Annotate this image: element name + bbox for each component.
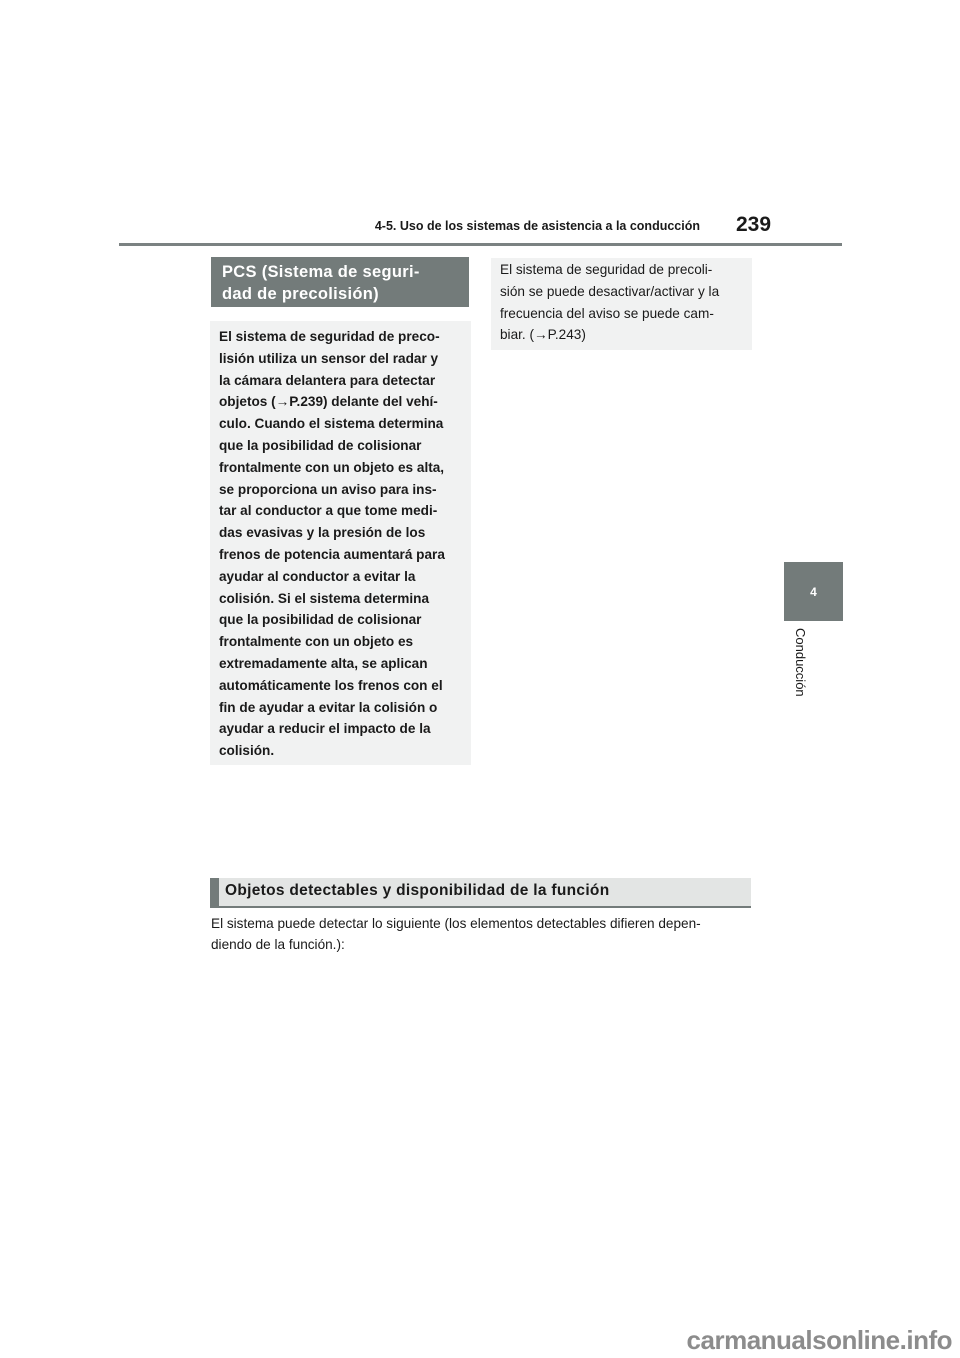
note-line: El sistema de seguridad de precoli- bbox=[500, 262, 713, 277]
running-header-section: 4-5. Uso de los sistemas de asistencia a la conducción bbox=[374, 219, 700, 233]
pcs-body-line: fin de ayudar a evitar la colisión o bbox=[219, 699, 438, 715]
pcs-title-line: PCS (Sistema de seguri- bbox=[222, 263, 420, 281]
detectable-objects-heading: Objetos detectables y disponibilidad de la función bbox=[210, 878, 751, 908]
pcs-body-line: se proporciona un aviso para ins- bbox=[219, 481, 437, 497]
body-line: diendo de la función.): bbox=[211, 936, 345, 952]
chapter-label: Conducción bbox=[793, 628, 808, 697]
pcs-body-line: colisión. Si el sistema determina bbox=[219, 590, 430, 606]
page-number: 239 bbox=[736, 213, 772, 236]
pcs-body-line: ayudar al conductor a evitar la bbox=[219, 568, 416, 584]
pcs-body-line: que la posibilidad de colisionar bbox=[219, 612, 422, 628]
detectable-objects-text bbox=[211, 914, 771, 955]
pcs-body-line: El sistema de seguridad de preco- bbox=[219, 329, 440, 344]
pcs-body-line: das evasivas y la presión de los bbox=[219, 525, 426, 541]
pcs-title-line: dad de precolisión) bbox=[222, 285, 379, 303]
pcs-body-line: que la posibilidad de colisionar bbox=[219, 437, 422, 453]
pcs-body-line: lisión utiliza un sensor del radar y bbox=[219, 350, 439, 366]
pcs-body-line: objetos (→P.239) delante del vehí- bbox=[219, 394, 438, 410]
note-line: biar. (→P.243) bbox=[500, 327, 586, 343]
pcs-body-line: automáticamente los frenos con el bbox=[219, 677, 443, 693]
pcs-body-line: ayudar a reducir el impacto de la bbox=[219, 721, 431, 737]
chapter-number: 4 bbox=[810, 584, 817, 599]
pcs-description-box bbox=[210, 321, 471, 765]
pcs-body-line: culo. Cuando el sistema determina bbox=[219, 416, 444, 432]
pcs-body-line: extremadamente alta, se aplican bbox=[219, 655, 428, 671]
pcs-section-title bbox=[211, 257, 469, 307]
pcs-body-line: colisión. bbox=[219, 743, 275, 759]
pcs-settings-note bbox=[491, 258, 752, 350]
pcs-body-line: tar al conductor a que tome medi- bbox=[219, 503, 438, 519]
header-rule bbox=[119, 243, 842, 246]
pcs-body-line: frontalmente con un objeto es bbox=[219, 634, 414, 650]
chapter-tab bbox=[784, 562, 843, 621]
note-line: sión se puede desactivar/activar y la bbox=[500, 283, 720, 299]
site-watermark: carmanualsonline.info bbox=[686, 1325, 952, 1355]
pcs-body-line: frenos de potencia aumentará para bbox=[219, 546, 445, 562]
note-line: frecuencia del aviso se puede cam- bbox=[500, 305, 714, 321]
body-line: El sistema puede detectar lo siguiente (los elementos detectables difieren depen- bbox=[211, 916, 701, 931]
pcs-body-line: la cámara delantera para detectar bbox=[219, 372, 436, 388]
pcs-body-line: frontalmente con un objeto es alta, bbox=[219, 459, 445, 475]
